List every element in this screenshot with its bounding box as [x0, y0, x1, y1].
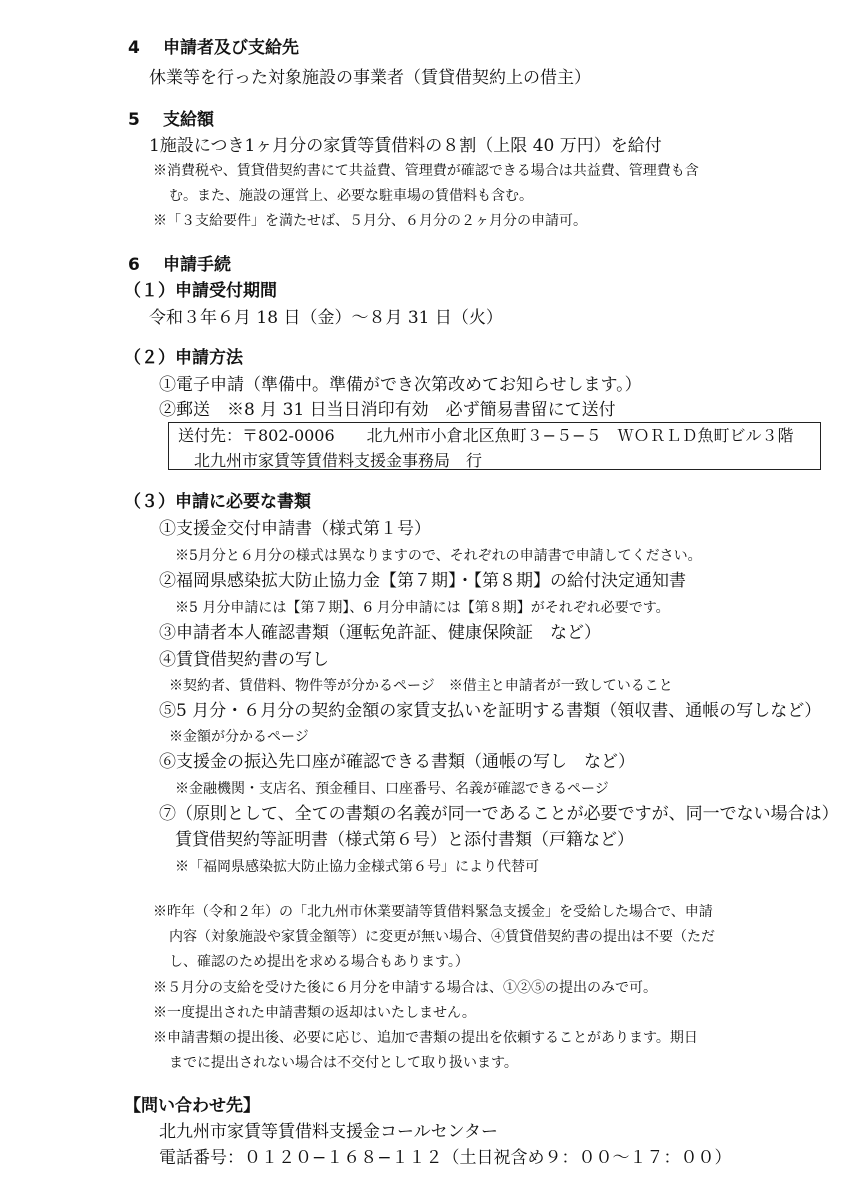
note-line: ※昨年（令和２年）の「北九州市休業要請等賃借料緊急支援金」を受給した場合で、申請 — [153, 904, 713, 920]
section-number: 6 — [128, 255, 140, 275]
section-5-note-1a: ※消費税や、賃貸借契約書にて共益費、管理費が確認できる場合は共益費、管理費も含 — [153, 163, 699, 179]
subsection-2-heading: （２）申請方法 — [124, 348, 243, 368]
subsection-1-heading: （１）申請受付期間 — [124, 281, 277, 301]
section-title: 支給額 — [163, 110, 214, 130]
section-4-heading — [128, 40, 299, 57]
method-mail: ②郵送 ※8 月 31 日当日消印有効 必ず簡易書留にて送付 — [159, 400, 616, 420]
note-line: し、確認のため提出を求める場合もあります。） — [169, 954, 469, 970]
doc-item: ⑤5 月分・６月分の契約金額の家賃支払いを証明する書類（領収書、通帳の写しなど） — [159, 701, 822, 721]
section-title: 申請者及び支給先 — [163, 38, 299, 58]
doc-note: ※金額が分かるページ — [169, 729, 309, 745]
section-5-body: 1施設につき1ヶ月分の家賃等賃借料の８割（上限 40 万円）を給付 — [149, 136, 662, 156]
doc-item: ④賃貸借契約書の写し — [159, 650, 329, 670]
doc-item: ③申請者本人確認書類（運転免許証、健康保険証 など） — [159, 623, 601, 643]
doc-item: ⑦（原則として、全ての書類の名義が同一であることが必要ですが、同一でない場合は） — [159, 804, 839, 824]
note-line: までに提出されない場合は不交付として取り扱います。 — [169, 1055, 518, 1071]
section-number: 5 — [128, 110, 140, 130]
mailing-address-line-1: 送付先：〒802-0006 北九州市小倉北区魚町３−５−５ ＷＯＲＬＤ魚町ビル３階 — [178, 426, 794, 445]
contact-phone: 電話番号：０１２０−１６８−１１２（土日祝含め９：００〜１７：００） — [159, 1148, 732, 1168]
section-6-heading — [128, 257, 231, 274]
doc-item: ⑥支援金の振込先口座が確認できる書類（通帳の写し など） — [159, 752, 635, 772]
note-line: ※申請書類の提出後、必要に応じ、追加で書類の提出を依頼することがあります。期日 — [153, 1030, 698, 1046]
doc-item-continuation: 賃貸借契約等証明書（様式第６号）と添付書類（戸籍など） — [175, 830, 634, 850]
note-line: ※一度提出された申請書類の返却はいたしません。 — [153, 1005, 476, 1021]
mailing-address-line-2: 北九州市家賃等賃借料支援金事務局 行 — [194, 451, 483, 470]
note-line: 内容（対象施設や家賃金額等）に変更が無い場合、④賃貸借契約書の提出は不要（ただ — [169, 929, 715, 945]
doc-note: ※5 月分申請には【第７期】、6 月分申請には【第８期】がそれぞれ必要です。 — [175, 600, 670, 616]
doc-item: ②福岡県感染拡大防止協力金【第７期】・【第８期】の給付決定通知書 — [159, 571, 686, 591]
doc-item: ①支援金交付申請書（様式第１号） — [159, 519, 431, 539]
section-number: 4 — [128, 38, 140, 58]
section-5-note-2: ※「３支給要件」を満たせば、５月分、６月分の２ヶ月分の申請可。 — [153, 213, 587, 229]
doc-note: ※5月分と６月分の様式は異なりますので、それぞれの申請書で申請してください。 — [175, 548, 702, 564]
application-period: 令和３年６月 18 日（金）〜８月 31 日（火） — [149, 308, 503, 328]
contact-name: 北九州市家賃等賃借料支援金コールセンター — [159, 1122, 498, 1142]
section-5-heading — [128, 112, 214, 129]
section-5-note-1b: む。また、施設の運営上、必要な駐車場の賃借料も含む。 — [169, 188, 533, 204]
section-4-body: 休業等を行った対象施設の事業者（賃貸借契約上の借主） — [149, 68, 591, 88]
doc-note: ※契約者、賃借料、物件等が分かるページ ※借主と申請者が一致していること — [169, 678, 673, 694]
doc-note: ※「福岡県感染拡大防止協力金様式第６号」により代替可 — [175, 859, 539, 875]
method-electronic: ①電子申請（準備中。準備ができ次第改めてお知らせします。） — [159, 375, 642, 395]
doc-note: ※金融機関・支店名、預金種目、口座番号、名義が確認できるページ — [175, 781, 609, 797]
contact-heading: 【問い合わせ先】 — [124, 1096, 260, 1116]
subsection-3-heading: （３）申請に必要な書類 — [124, 492, 311, 512]
note-line: ※５月分の支給を受けた後に６月分を申請する場合は、①②⑤の提出のみで可。 — [153, 980, 657, 996]
section-title: 申請手続 — [163, 255, 231, 275]
